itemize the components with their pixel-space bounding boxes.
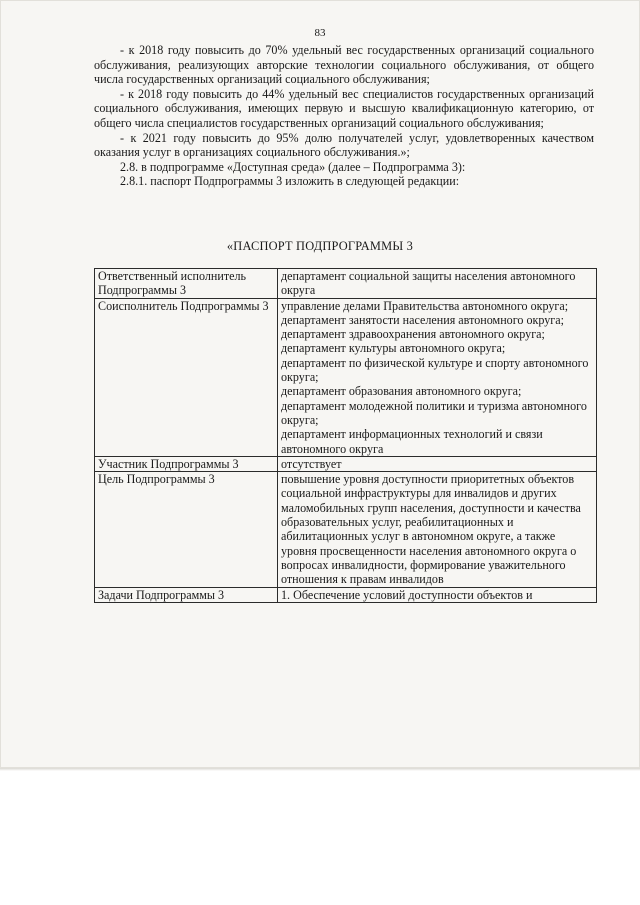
paragraph-section-2-8: 2.8. в подпрограмме «Доступная среда» (далее – Подпрограмма 3): (120, 159, 466, 174)
row-value (278, 456, 597, 471)
paragraph-item-1: - к 2018 году повысить до 70% удельный вес государственных организаций социального обслуживания, реализующих авторские технологии социального обслуживания, от общего числа государственных организаций социального обслуживания; (94, 43, 594, 87)
row-label: Ответственный исполнитель Подпрограммы 3 (95, 269, 278, 299)
value-line: отсутствует (281, 456, 342, 471)
value-line: управление делами Правительства автономного округа; (281, 298, 569, 313)
table-row (95, 587, 597, 602)
page-edge (0, 768, 640, 771)
row-value (278, 587, 597, 602)
table-row (95, 298, 597, 456)
row-label: Цель Подпрограммы 3 (95, 472, 278, 587)
paragraph-item-2: - к 2018 году повысить до 44% удельный вес специалистов государственных организаций социального обслуживания, имеющих первую и высшую квалификационную категорию, от общего числа специалистов государственных организаций социального обслуживания; (94, 86, 594, 130)
table-row (95, 269, 597, 299)
paragraph-item-3: - к 2021 году повысить до 95% долю получателей услуг, удовлетворенных качеством оказания услуг в организациях социального обслуживания.»; (94, 130, 594, 160)
passport-title: «ПАСПОРТ ПОДПРОГРАММЫ 3 (226, 239, 414, 253)
row-value (278, 298, 597, 456)
value-line: 1. Обеспечение условий доступности объектов и (281, 587, 533, 602)
passport-table (94, 268, 597, 603)
value-line: департамент здравоохранения автономного округа; (281, 327, 545, 342)
row-label: Задачи Подпрограммы 3 (95, 587, 278, 602)
value-line: департамент информационных технологий и связи автономного округа (281, 427, 543, 456)
row-label: Участник Подпрограммы 3 (95, 456, 278, 471)
body-text (94, 43, 594, 189)
value-line: повышение уровня доступности приоритетных объектов социальной инфраструктуры для инвалидов и других маломобильных групп населения, доступности и качества образовательных услуг, реабилитационных и абилитационных услуг в автономном округе, а также уровня просвещенности населения автономного округа о вопросах инвалидности, формирование уважительного отношения к правам инвалидов (281, 472, 581, 587)
row-label: Соисполнитель Подпрограммы 3 (95, 298, 278, 456)
value-line: департамент культуры автономного округа; (281, 341, 506, 356)
value-line: департамент образования автономного округа; (281, 384, 522, 399)
paragraph-section-2-8-1: 2.8.1. паспорт Подпрограммы 3 изложить в следующей редакции: (120, 174, 460, 189)
value-line: департамент молодежной политики и туризма автономного округа; (281, 398, 587, 427)
value-line: департамент занятости населения автономного округа; (281, 312, 564, 327)
table-row (95, 456, 597, 471)
table-row (95, 472, 597, 587)
row-value (278, 472, 597, 587)
value-line: департамент по физической культуре и спорту автономного округа; (281, 355, 589, 385)
row-value (278, 269, 597, 299)
value-line: департамент социальной защиты населения автономного округа (281, 269, 576, 298)
page-number: 83 (314, 27, 326, 39)
